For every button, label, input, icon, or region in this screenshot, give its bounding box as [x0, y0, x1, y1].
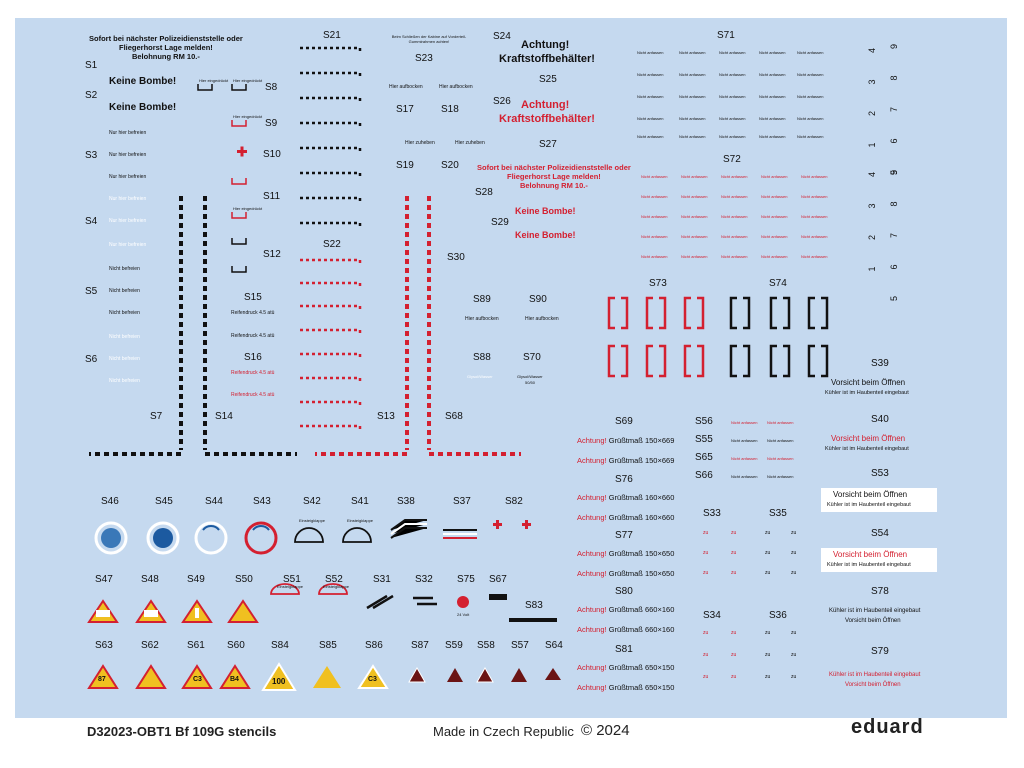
s72-nicht-anfassen-19: Nicht anfassen: [761, 234, 788, 239]
label-s35: S35: [769, 508, 787, 519]
label-s76: S76: [615, 474, 633, 485]
s71-nicht-anfassen-18: Nicht anfassen: [719, 116, 746, 121]
s89-hier-aufbocken: Hier aufbocken: [465, 316, 499, 322]
label-s27: S27: [539, 139, 557, 150]
label-s75: S75: [457, 574, 475, 585]
made-in: Made in Czech Republic: [433, 724, 574, 739]
label-s15: S15: [244, 292, 262, 303]
label-s51: S51: [283, 574, 301, 585]
label-s61: S61: [187, 640, 205, 651]
s16-reifendruck: Reifendruck 4.5 atü: [231, 370, 275, 376]
s90-hier-aufbocken: Hier aufbocken: [525, 316, 559, 322]
s42-einsteigklappe: Einsteigklappe: [299, 518, 326, 523]
label-s63: S63: [95, 640, 113, 651]
s66-nicht-anfassen: Nicht anfassen: [731, 474, 758, 479]
s71-nicht-anfassen-17: Nicht anfassen: [679, 116, 706, 121]
s33-zu-4: zu: [731, 550, 737, 556]
label-s41: S41: [351, 496, 369, 507]
s54-vorsicht: Vorsicht beim Öffnen: [833, 550, 908, 559]
label-s16: S16: [244, 352, 262, 363]
s76-size-2: Grüßtmaß 160×660: [608, 513, 675, 522]
s35-zu-4: zu: [791, 550, 797, 556]
label-s19: S19: [396, 160, 414, 171]
s34-zu-3: zu: [703, 652, 709, 658]
s71-nicht-anfassen-9: Nicht anfassen: [759, 72, 786, 77]
s28-reward-line-3: Belohnung RM 10.-: [519, 181, 588, 190]
label-s13: S13: [377, 411, 395, 422]
s29-keine-bombe: Keine Bombe!: [515, 206, 576, 216]
s40-vorsicht: Vorsicht beim Öffnen: [831, 434, 906, 443]
reward-line-1: Sofort bei nächster Polizeidienststelle oder: [89, 34, 243, 43]
s24-kraftstoff: [499, 38, 595, 66]
label-s81: S81: [615, 644, 633, 655]
label-s59: S59: [445, 640, 463, 651]
s33-zu-1: zu: [703, 530, 709, 536]
s4-nur-hier-white: Nur hier befreien: [109, 196, 147, 202]
label-s14: S14: [215, 411, 233, 422]
s71-nicht-anfassen-7: Nicht anfassen: [679, 72, 706, 77]
s61-fuel-c3: C3: [193, 676, 202, 683]
label-s77: S77: [615, 530, 633, 541]
s80-size-1: Grüßtmaß 660×160: [608, 605, 675, 614]
s35-zu-1: zu: [765, 530, 771, 536]
s79-kuhler: Kühler ist im Haubenteil eingebaut: [829, 672, 921, 678]
label-s39: S39: [871, 358, 889, 369]
s23-kabine-note: Beim Schließen der Kabine auf Vorderteil-Gummirahmen achten!: [391, 34, 467, 44]
s71-nicht-anfassen-1: Nicht anfassen: [637, 50, 664, 55]
s71-nicht-anfassen-16: Nicht anfassen: [637, 116, 664, 121]
s71-nicht-anfassen-22: Nicht anfassen: [679, 134, 706, 139]
s36-zu-6: zu: [791, 674, 797, 680]
label-s38: S38: [397, 496, 415, 507]
reward-line-3: Belohnung RM 10.-: [131, 52, 200, 61]
s53-vorsicht: Vorsicht beim Öffnen: [833, 490, 908, 499]
s35-zu-5: zu: [765, 570, 771, 576]
s15-reifendruck-2: Reifendruck 4.5 atü: [231, 333, 275, 339]
s77-grussmass-1: [577, 549, 674, 558]
fill-cap-rings: [96, 523, 276, 553]
label-s23: S23: [415, 53, 433, 64]
s17-hier-aufbocken: Hier aufbocken: [389, 84, 423, 90]
label-s52: S52: [325, 574, 343, 585]
label-s72: S72: [723, 154, 741, 165]
s34-zu-2: zu: [731, 630, 737, 636]
label-s7: S7: [150, 411, 163, 422]
s39-kuhler: Kühler ist im Haubenteil eingebaut: [825, 390, 909, 396]
s30-keine-bombe: Keine Bombe!: [515, 230, 576, 240]
label-s17: S17: [396, 104, 414, 115]
label-s90: S90: [529, 294, 547, 305]
s71-nicht-anfassen-19: Nicht anfassen: [759, 116, 786, 121]
first-aid-cross: [237, 147, 247, 157]
s72-nicht-anfassen-14: Nicht anfassen: [761, 214, 788, 219]
s51-einsteigklappe: Einsteigklappe: [277, 584, 304, 589]
s72-nicht-anfassen-3: Nicht anfassen: [721, 174, 748, 179]
label-s50: S50: [235, 574, 253, 585]
s70-ratio: 50/50: [525, 380, 536, 385]
s71-nicht-anfassen-8: Nicht anfassen: [719, 72, 746, 77]
s26-kraftstoff: [499, 98, 595, 126]
label-s11: S11: [263, 191, 281, 202]
s77-size-2: Grüßtmaß 150×650: [608, 569, 675, 578]
s76-achtung-1: Achtung!: [577, 493, 607, 502]
s71-nicht-anfassen-3: Nicht anfassen: [719, 50, 746, 55]
s72-nicht-anfassen-24: Nicht anfassen: [761, 254, 788, 259]
s72-nicht-anfassen-4: Nicht anfassen: [761, 174, 788, 179]
s72-nicht-anfassen-6: Nicht anfassen: [641, 194, 668, 199]
s20-hier-zuheben: Hier zuheben: [455, 140, 485, 146]
label-s36: S36: [769, 610, 787, 621]
label-s84: S84: [271, 640, 289, 651]
s56-nicht-anfassen: Nicht anfassen: [731, 420, 758, 425]
s34-zu-1: zu: [703, 630, 709, 636]
s72-nicht-anfassen-8: Nicht anfassen: [721, 194, 748, 199]
s72-nicht-anfassen-2: Nicht anfassen: [681, 174, 708, 179]
label-s85: S85: [319, 640, 337, 651]
s72-nicht-anfassen-21: Nicht anfassen: [641, 254, 668, 259]
s69-achtung-2: Achtung!: [577, 456, 607, 465]
s53-kuhler: Kühler ist im Haubenteil eingebaut: [827, 502, 911, 508]
s77-size-1: Grüßtmaß 150×650: [608, 549, 675, 558]
s67-plate: [489, 594, 507, 600]
s72-nicht-anfassen-10: Nicht anfassen: [801, 194, 828, 199]
s71-nicht-anfassen-10: Nicht anfassen: [797, 72, 824, 77]
s71-nicht-anfassen-5: Nicht anfassen: [797, 50, 824, 55]
label-s66: S66: [695, 470, 713, 481]
s65-nicht-anfassen: Nicht anfassen: [731, 456, 758, 461]
s22-lines: [300, 260, 360, 430]
s71-nicht-anfassen-15: Nicht anfassen: [797, 94, 824, 99]
s80-achtung-2: Achtung!: [577, 625, 607, 634]
s72-nicht-anfassen-18: Nicht anfassen: [721, 234, 748, 239]
label-s71: S71: [717, 30, 735, 41]
s80-achtung-1: Achtung!: [577, 605, 607, 614]
s3-nur-hier: Nur hier befreien: [109, 152, 147, 158]
s15-reifendruck: Reifendruck 4.5 atü: [231, 310, 275, 316]
label-s57: S57: [511, 640, 529, 651]
label-s43: S43: [253, 496, 271, 507]
label-s18: S18: [441, 104, 459, 115]
label-s32: S32: [415, 574, 433, 585]
s80-size-2: Grüßtmaß 660×160: [608, 625, 675, 634]
s75-volt: 24 Volt: [457, 612, 470, 617]
s69-grussmass-1: [577, 436, 674, 445]
s72-nicht-anfassen-17: Nicht anfassen: [681, 234, 708, 239]
s69-achtung-1: Achtung!: [577, 436, 607, 445]
s84-fuel-100: 100: [272, 677, 286, 686]
s60-fuel-b4: B4: [230, 676, 239, 683]
label-s70: S70: [523, 352, 541, 363]
s36-zu-3: zu: [765, 652, 771, 658]
s71-nicht-anfassen-11: Nicht anfassen: [637, 94, 664, 99]
label-s64: S64: [545, 640, 563, 651]
s65-nicht-anfassen-2: Nicht anfassen: [767, 456, 794, 461]
s72-nicht-anfassen-11: Nicht anfassen: [641, 214, 668, 219]
label-s37: S37: [453, 496, 471, 507]
s28-reward-text: [477, 163, 631, 190]
s81-achtung-2: Achtung!: [577, 683, 607, 692]
s26-achtung: Achtung!: [521, 99, 570, 111]
label-s69: S69: [615, 416, 633, 427]
s5-nicht-befreien-3: Nicht befreien: [109, 310, 140, 316]
s72-nicht-anfassen-20: Nicht anfassen: [801, 234, 828, 239]
digit-column-4: 5 6 7 8 9: [889, 158, 899, 302]
s80-grussmass-2: [577, 625, 674, 634]
label-s5: S5: [85, 286, 98, 297]
s35-zu-6: zu: [791, 570, 797, 576]
s78-vorsicht: Vorsicht beim Öffnen: [845, 618, 901, 624]
label-s3: S3: [85, 150, 98, 161]
s34-zu-6: zu: [731, 674, 737, 680]
s3-nur-hier-2: Nur hier befreien: [109, 174, 147, 180]
s72-nicht-anfassen-22: Nicht anfassen: [681, 254, 708, 259]
s83-bar: [509, 618, 557, 622]
label-s29: S29: [491, 217, 509, 228]
s9-hier-eingedruckt: Hier eingedrückt: [233, 114, 263, 119]
s72-nicht-anfassen-16: Nicht anfassen: [641, 234, 668, 239]
label-s6: S6: [85, 354, 98, 365]
s56-nicht-anfassen-2: Nicht anfassen: [767, 420, 794, 425]
label-s24: S24: [493, 31, 511, 42]
label-s30: S30: [447, 252, 465, 263]
s28-reward-line-1: Sofort bei nächster Polizeidienststelle oder: [477, 163, 631, 172]
s71-nicht-anfassen-21: Nicht anfassen: [637, 134, 664, 139]
s71-nicht-anfassen-20: Nicht anfassen: [797, 116, 824, 121]
s72-nicht-anfassen-13: Nicht anfassen: [721, 214, 748, 219]
s6-nicht-befreien-white-2: Nicht befreien: [109, 356, 140, 362]
label-s20: S20: [441, 160, 459, 171]
label-s40: S40: [871, 414, 889, 425]
s71-nicht-anfassen-13: Nicht anfassen: [719, 94, 746, 99]
s69-grussmass-2: [577, 456, 674, 465]
s31-s32-bars: [367, 596, 437, 608]
s77-achtung-2: Achtung!: [577, 569, 607, 578]
label-s87: S87: [411, 640, 429, 651]
label-s74: S74: [769, 278, 787, 289]
label-s89: S89: [473, 294, 491, 305]
label-s60: S60: [227, 640, 245, 651]
s66-nicht-anfassen-2: Nicht anfassen: [767, 474, 794, 479]
s7-walkway-line: [89, 196, 181, 454]
s1-keine-bombe: Keine Bombe!: [109, 76, 177, 87]
s18-hier-aufbocken: Hier aufbocken: [439, 84, 473, 90]
s72-nicht-anfassen-12: Nicht anfassen: [681, 214, 708, 219]
s8-hier-eingedruckt-2: Hier eingedrückt: [233, 78, 263, 83]
label-s86: S86: [365, 640, 383, 651]
s16-reifendruck-2: Reifendruck 4.5 atü: [231, 392, 275, 398]
label-s46: S46: [101, 496, 119, 507]
label-s2: S2: [85, 90, 98, 101]
s71-nicht-anfassen-4: Nicht anfassen: [759, 50, 786, 55]
reward-line-2: Fliegerhorst Lage melden!: [119, 43, 213, 52]
s81-size-2: Grüßtmaß 650×150: [608, 683, 675, 692]
s70-glysol: Glysol/Wasser: [517, 374, 543, 379]
s36-zu-1: zu: [765, 630, 771, 636]
s35-zu-3: zu: [765, 550, 771, 556]
product-title: D32023-OBT1 Bf 109G stencils: [87, 724, 277, 739]
decal-sheet: [15, 18, 1007, 739]
s55-nicht-anfassen-2: Nicht anfassen: [767, 438, 794, 443]
s39-vorsicht: Vorsicht beim Öffnen: [831, 378, 906, 387]
s79-vorsicht: Vorsicht beim Öffnen: [845, 682, 901, 688]
s41-einsteigklappe: Einsteigklappe: [347, 518, 374, 523]
s36-zu-2: zu: [791, 630, 797, 636]
s36-zu-5: zu: [765, 674, 771, 680]
s81-size-1: Grüßtmaß 650×150: [608, 663, 675, 672]
s72-nicht-anfassen-15: Nicht anfassen: [801, 214, 828, 219]
s77-achtung-1: Achtung!: [577, 549, 607, 558]
s72-nicht-anfassen-7: Nicht anfassen: [681, 194, 708, 199]
label-s62: S62: [141, 640, 159, 651]
s75-battery-dot: [457, 596, 469, 608]
label-s12: S12: [263, 249, 281, 260]
label-s54: S54: [871, 528, 889, 539]
label-s33: S33: [703, 508, 721, 519]
s34-zu-5: zu: [703, 674, 709, 680]
s2-keine-bombe: Keine Bombe!: [109, 102, 177, 113]
s74-brackets: [731, 298, 827, 376]
s77-grussmass-2: [577, 569, 674, 578]
label-s45: S45: [155, 496, 173, 507]
digit-column-1: 1 2 3 4: [867, 36, 877, 148]
label-s10: S10: [263, 149, 281, 160]
label-s67: S67: [489, 574, 507, 585]
label-s88: S88: [473, 352, 491, 363]
label-s53: S53: [871, 468, 889, 479]
s86-fuel-c3: C3: [368, 676, 377, 683]
s33-zu-3: zu: [703, 550, 709, 556]
label-s82: S82: [505, 496, 523, 507]
s72-nicht-anfassen-23: Nicht anfassen: [721, 254, 748, 259]
s35-zu-2: zu: [791, 530, 797, 536]
s63-fuel-87: 87: [98, 676, 106, 683]
s4-nur-hier-white-2: Nur hier befreien: [109, 218, 147, 224]
label-s44: S44: [205, 496, 223, 507]
s80-grussmass-1: [577, 605, 674, 614]
s33-zu-6: zu: [731, 570, 737, 576]
s76-grussmass-1: [577, 493, 674, 502]
s33-zu-5: zu: [703, 570, 709, 576]
s24-achtung: Achtung!: [521, 39, 570, 51]
s36-zu-4: zu: [791, 652, 797, 658]
label-s48: S48: [141, 574, 159, 585]
label-s58: S58: [477, 640, 495, 651]
s28-reward-line-2: Fliegerhorst Lage melden!: [507, 172, 601, 181]
label-s42: S42: [303, 496, 321, 507]
label-s78: S78: [871, 586, 889, 597]
label-s8: S8: [265, 82, 278, 93]
s72-nicht-anfassen-9: Nicht anfassen: [761, 194, 788, 199]
s71-nicht-anfassen-14: Nicht anfassen: [759, 94, 786, 99]
label-s73: S73: [649, 278, 667, 289]
s5-nicht-befreien: Nicht befreien: [109, 266, 140, 272]
s71-nicht-anfassen-2: Nicht anfassen: [679, 50, 706, 55]
s72-nicht-anfassen-25: Nicht anfassen: [801, 254, 828, 259]
s33-zu-2: zu: [731, 530, 737, 536]
label-s22: S22: [323, 239, 341, 250]
label-s4: S4: [85, 216, 98, 227]
label-s83: S83: [525, 600, 543, 611]
s8-hier-eingedruckt: Hier eingedrückt: [199, 78, 229, 83]
s6-nicht-befreien-white-3: Nicht befreien: [109, 378, 140, 384]
s88-glysol: Glysol/Wasser: [467, 374, 493, 379]
s81-achtung-1: Achtung!: [577, 663, 607, 672]
s24-kraftstoff-text: Kraftstoffbehälter!: [499, 53, 595, 65]
label-s55: S55: [695, 434, 713, 445]
label-s65: S65: [695, 452, 713, 463]
s11-hier-eingedruckt: Hier eingedrückt: [233, 206, 263, 211]
label-s25: S25: [539, 74, 557, 85]
s40-kuhler: Kühler ist im Haubenteil eingebaut: [825, 446, 909, 452]
s73-brackets: [609, 298, 703, 376]
small-dark-triangles: [409, 668, 561, 682]
s72-nicht-anfassen-1: Nicht anfassen: [641, 174, 668, 179]
label-s28: S28: [475, 187, 493, 198]
label-s26: S26: [493, 96, 511, 107]
label-s47: S47: [95, 574, 113, 585]
s76-grussmass-2: [577, 513, 674, 522]
eduard-logo: eduard: [851, 716, 924, 738]
label-s21: S21: [323, 30, 341, 41]
digit-column-2: 5 6 7 8 9: [889, 32, 899, 176]
s69-size-1: Grüßtmaß 150×669: [608, 436, 675, 445]
stripe-marks: [391, 520, 477, 538]
s26-kraftstoff-text: Kraftstoffbehälter!: [499, 113, 595, 125]
label-s34: S34: [703, 610, 721, 621]
s68-walkway-line: [429, 196, 521, 454]
s78-kuhler: Kühler ist im Haubenteil eingebaut: [829, 608, 921, 614]
label-s80: S80: [615, 586, 633, 597]
s71-nicht-anfassen-23: Nicht anfassen: [719, 134, 746, 139]
s71-nicht-anfassen-12: Nicht anfassen: [679, 94, 706, 99]
label-s9: S9: [265, 118, 278, 129]
digit-column-3: 1 2 3 4: [867, 160, 877, 272]
copyright-year: © 2024: [581, 722, 630, 739]
s71-nicht-anfassen-25: Nicht anfassen: [797, 134, 824, 139]
s34-zu-4: zu: [731, 652, 737, 658]
s71-nicht-anfassen-24: Nicht anfassen: [759, 134, 786, 139]
s52-einsteigklappe: Einsteigklappe: [323, 584, 350, 589]
s4-nur-hier-white-3: Nur hier befreien: [109, 242, 147, 248]
s69-size-2: Grüßtmaß 150×669: [608, 456, 675, 465]
label-s1: S1: [85, 60, 98, 71]
label-s31: S31: [373, 574, 391, 585]
label-s79: S79: [871, 646, 889, 657]
s1-reward-text: [89, 34, 243, 61]
label-s68: S68: [445, 411, 463, 422]
label-s56: S56: [695, 416, 713, 427]
s19-hier-zuheben: Hier zuheben: [405, 140, 435, 146]
s71-nicht-anfassen-6: Nicht anfassen: [637, 72, 664, 77]
s76-achtung-2: Achtung!: [577, 513, 607, 522]
label-s49: S49: [187, 574, 205, 585]
s5-nicht-befreien-2: Nicht befreien: [109, 288, 140, 294]
s54-kuhler: Kühler ist im Haubenteil eingebaut: [827, 562, 911, 568]
s81-grussmass-2: [577, 683, 674, 692]
s82-crosses: [493, 520, 531, 529]
s2-nur-hier: Nur hier befreien: [109, 130, 147, 136]
s21-lines: [300, 48, 360, 227]
s81-grussmass-1: [577, 663, 674, 672]
s6-nicht-befreien-white: Nicht befreien: [109, 334, 140, 340]
warning-triangles-row1: [89, 601, 257, 622]
s76-size-1: Grüßtmaß 160×660: [608, 493, 675, 502]
s55-nicht-anfassen: Nicht anfassen: [731, 438, 758, 443]
s72-nicht-anfassen-5: Nicht anfassen: [801, 174, 828, 179]
